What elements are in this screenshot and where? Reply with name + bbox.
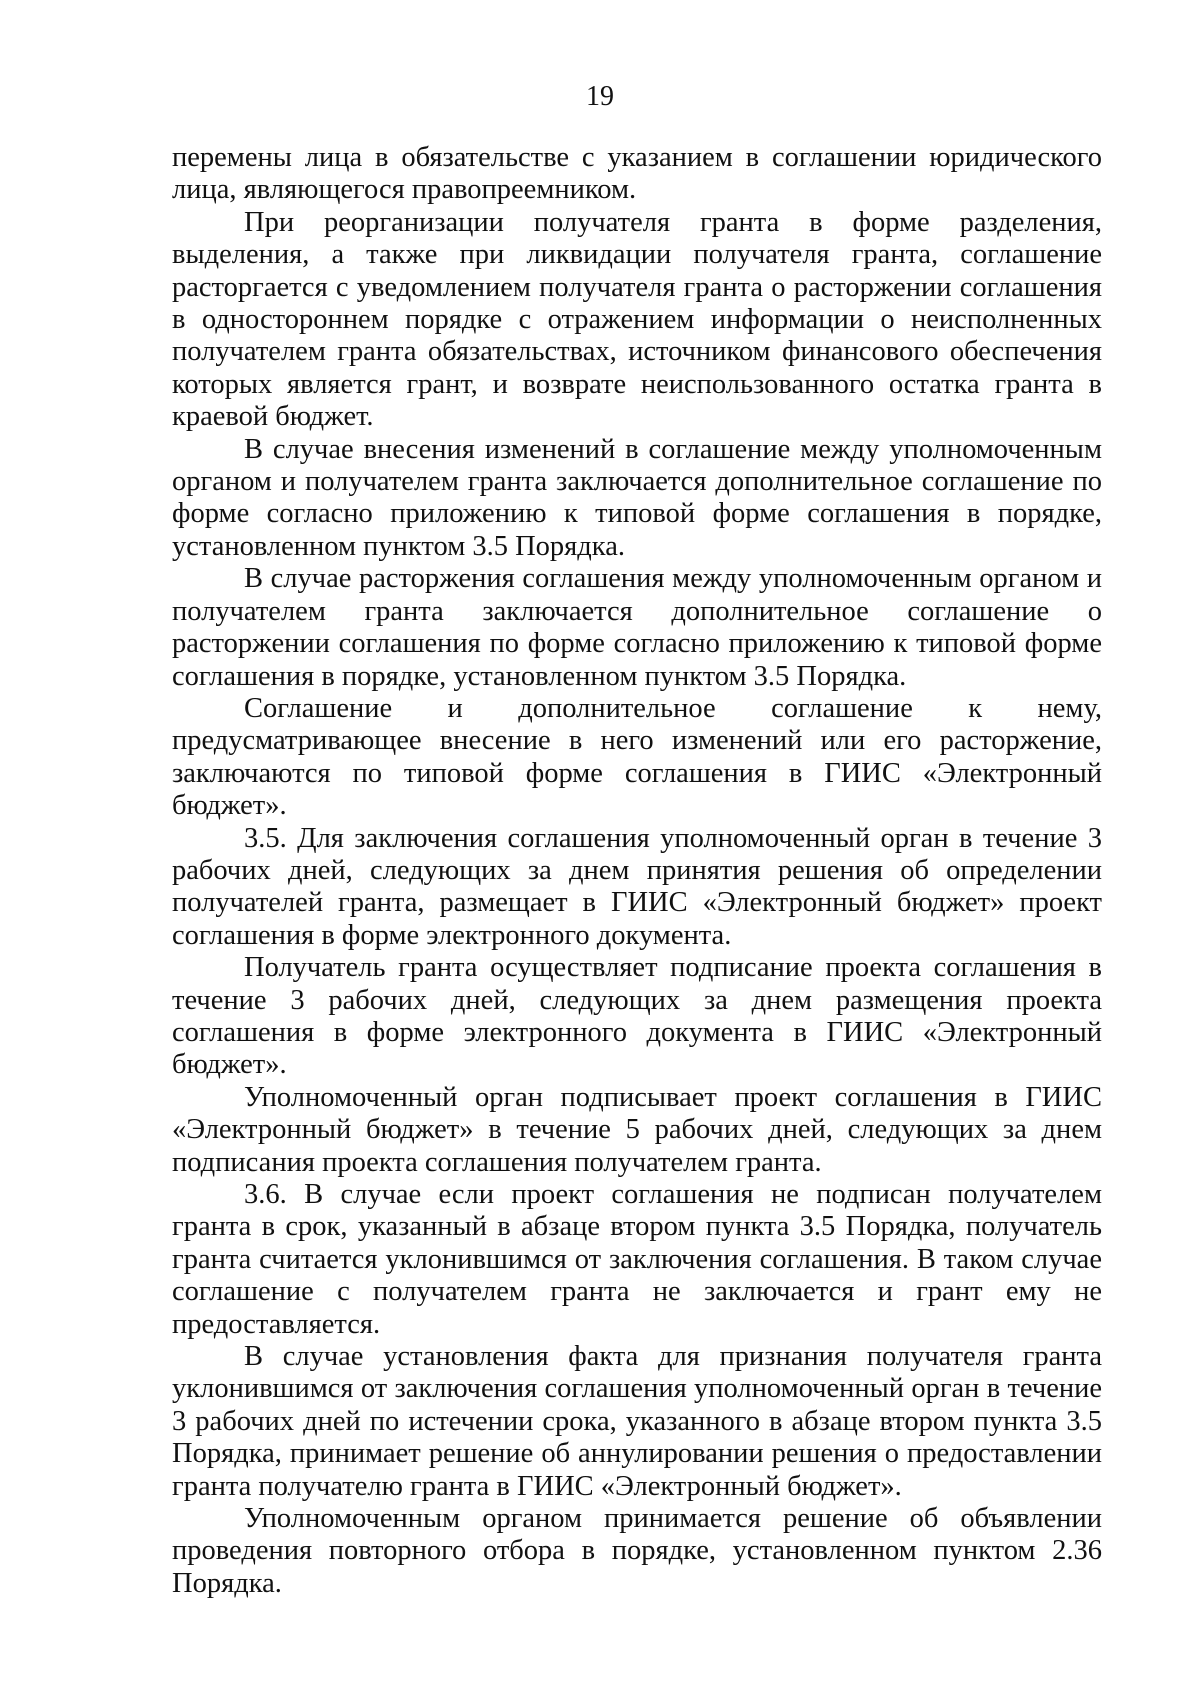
paragraph-clause-3-6: 3.6. В случае если проект соглашения не подписан получателем гранта в срок, указанный в абзаце втором пункта 3.5 Порядка, получатель гранта считается уклонившимся от заключения соглашения. В таком случае соглашение с получателем гранта не заключается и грант ему не предоставляется. bbox=[172, 1179, 1102, 1340]
paragraph-repeat-selection: Уполномоченным органом принимается решение об объявлении проведения повторного отбора в порядке, установленном пунктом 2.36 Порядка. bbox=[172, 1503, 1102, 1599]
document-body bbox=[172, 142, 1102, 1600]
paragraph-authority-signing: Уполномоченный орган подписывает проект соглашения в ГИИС «Электронный бюджет» в течение 5 рабочих дней, следующих за днем подписания проекта соглашения получателем гранта. bbox=[172, 1081, 1102, 1178]
paragraph-continuation: перемены лица в обязательстве с указанием в соглашении юридического лица, являющегося правопреемником. bbox=[172, 142, 1102, 206]
paragraph-recipient-signing: Получатель гранта осуществляет подписание проекта соглашения в течение 3 рабочих дней, следующих за днем размещения проекта соглашения в форме электронного документа в ГИИС «Электронный бюджет». bbox=[172, 952, 1102, 1081]
paragraph-annulment: В случае установления факта для признания получателя гранта уклонившимся от заключения соглашения уполномоченный орган в течение 3 рабочих дней по истечении срока, указанного в абзаце втором пункта 3.5 Порядка, принимает решение об аннулировании решения о предоставлении гранта получателю гранта в ГИИС «Электронный бюджет». bbox=[172, 1341, 1102, 1502]
paragraph-typical-form: Соглашение и дополнительное соглашение к нему, предусматривающее внесение в него изменений или его расторжение, заключаются по типовой форме соглашения в ГИИС «Электронный бюджет». bbox=[172, 692, 1102, 822]
paragraph-clause-3-5: 3.5. Для заключения соглашения уполномоченный орган в течение 3 рабочих дней, следующих за днем принятия решения об определении получателей гранта, размещает в ГИИС «Электронный бюджет» проект соглашения в форме электронного документа. bbox=[172, 822, 1102, 951]
paragraph-amendment: В случае внесения изменений в соглашение между уполномоченным органом и получателем гранта заключается дополнительное соглашение по форме согласно приложению к типовой форме соглашения в порядке, установленном пунктом 3.5 Порядка. bbox=[172, 433, 1102, 562]
page-number: 19 bbox=[586, 81, 614, 112]
paragraph-termination: В случае расторжения соглашения между уполномоченным органом и получателем гранта заключается дополнительное соглашение о расторжении соглашения по форме согласно приложению к типовой форме соглашения в порядке, установленном пунктом 3.5 Порядка. bbox=[172, 563, 1102, 692]
paragraph-reorganization: При реорганизации получателя гранта в форме разделения, выделения, а также при ликвидации получателя гранта, соглашение расторгается с уведомлением получателя гранта о расторжении соглашения в одностороннем порядке с отражением информации о неисполненных получателем гранта обязательствах, источником финансового обеспечения которых является грант, и возврате неиспользованного остатка гранта в краевой бюджет. bbox=[172, 206, 1102, 433]
